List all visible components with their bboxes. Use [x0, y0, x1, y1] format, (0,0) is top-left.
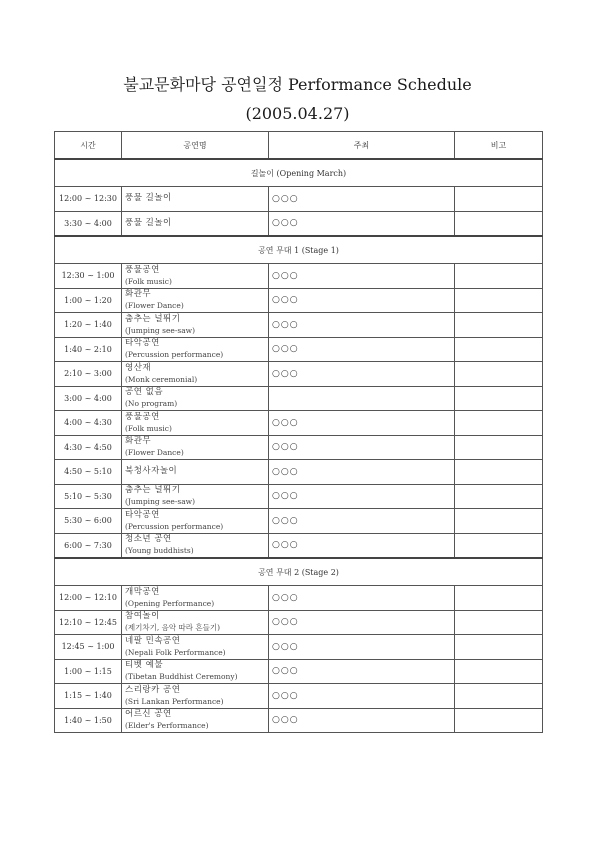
- program-cell: [122, 586, 269, 611]
- schedule-table: [54, 131, 543, 733]
- program-name-en: (Percussion performance): [125, 350, 224, 360]
- program-cell: [122, 362, 269, 387]
- program-name-ko: 네팔 민속공연: [125, 635, 181, 646]
- organizer-cell: ○○○: [269, 533, 455, 558]
- program-name-en: (Folk music): [125, 423, 172, 433]
- time-cell: 4:00 ~ 4:30: [55, 411, 122, 436]
- table-row: [55, 386, 543, 411]
- program-name-ko: 영산재: [125, 362, 152, 373]
- table-row: [55, 610, 543, 635]
- time-cell: 12:10 ~ 12:45: [55, 610, 122, 635]
- time-cell: 1:00 ~ 1:15: [55, 659, 122, 684]
- table-row: [55, 288, 543, 313]
- time-cell: 12:00 ~ 12:10: [55, 586, 122, 611]
- time-cell: 1:00 ~ 1:20: [55, 288, 122, 313]
- program-name-ko: 화관무: [125, 436, 152, 447]
- page-title: 불교문화마당 공연일정 Performance Schedule: [123, 75, 472, 94]
- table-row: [55, 533, 543, 558]
- schedule-body: [55, 159, 543, 733]
- time-cell: 1:40 ~ 1:50: [55, 708, 122, 733]
- program-name-en: (Tibetan Buddhist Ceremony): [125, 672, 238, 682]
- table-row: [55, 337, 543, 362]
- table-header-row: [55, 132, 543, 160]
- program-name-ko: 북청사자놀이: [125, 466, 178, 477]
- note-cell: [455, 708, 543, 733]
- time-cell: 5:10 ~ 5:30: [55, 484, 122, 509]
- time-cell: 3:30 ~ 4:00: [55, 211, 122, 236]
- organizer-cell: ○○○: [269, 187, 455, 212]
- program-name-en: (Folk music): [125, 276, 172, 286]
- time-cell: 6:00 ~ 7:30: [55, 533, 122, 558]
- program-cell: [122, 659, 269, 684]
- table-row: [55, 187, 543, 212]
- table-row: [55, 362, 543, 387]
- program-name-ko: 스리랑카 공연: [125, 684, 181, 695]
- program-cell: [122, 635, 269, 660]
- organizer-cell: ○○○: [269, 610, 455, 635]
- table-row: [55, 708, 543, 733]
- table-row: [55, 411, 543, 436]
- program-name-ko: 화관무: [125, 289, 152, 300]
- organizer-cell: ○○○: [269, 411, 455, 436]
- program-cell: [122, 337, 269, 362]
- note-cell: [455, 313, 543, 338]
- time-cell: 1:20 ~ 1:40: [55, 313, 122, 338]
- time-cell: 3:00 ~ 4:00: [55, 386, 122, 411]
- program-name-ko: 공연 없음: [125, 387, 164, 398]
- program-cell: [122, 509, 269, 534]
- time-cell: 1:15 ~ 1:40: [55, 684, 122, 709]
- organizer-cell: ○○○: [269, 460, 455, 485]
- note-cell: [455, 484, 543, 509]
- table-row: [55, 460, 543, 485]
- time-cell: 12:30 ~ 1:00: [55, 264, 122, 289]
- time-cell: 1:40 ~ 2:10: [55, 337, 122, 362]
- note-cell: [455, 337, 543, 362]
- program-name-ko: 참여놀이: [125, 611, 160, 622]
- organizer-cell: [269, 386, 455, 411]
- note-cell: [455, 610, 543, 635]
- program-cell: [122, 211, 269, 236]
- note-cell: [455, 533, 543, 558]
- organizer-cell: ○○○: [269, 509, 455, 534]
- organizer-cell: ○○○: [269, 264, 455, 289]
- header-time: 시간: [55, 132, 122, 160]
- schedule-date: (2005.04.27): [245, 104, 350, 123]
- program-cell: [122, 708, 269, 733]
- time-cell: 2:10 ~ 3:00: [55, 362, 122, 387]
- organizer-cell: ○○○: [269, 586, 455, 611]
- program-cell: [122, 460, 269, 485]
- program-name-ko: 어르신 공연: [125, 709, 172, 720]
- table-row: [55, 484, 543, 509]
- header-program: 공연명: [122, 132, 269, 160]
- organizer-cell: ○○○: [269, 684, 455, 709]
- program-name-ko: 춤추는 널뛰기: [125, 485, 181, 496]
- program-name-en: (Jumping see-saw): [125, 497, 196, 507]
- time-cell: 12:45 ~ 1:00: [55, 635, 122, 660]
- program-name-ko: 청소년 공연: [125, 534, 172, 545]
- note-cell: [455, 264, 543, 289]
- organizer-cell: ○○○: [269, 211, 455, 236]
- program-name-ko: 풍물공연: [125, 264, 160, 275]
- header-note: 비고: [455, 132, 543, 160]
- program-cell: [122, 264, 269, 289]
- table-row: [55, 264, 543, 289]
- program-cell: [122, 533, 269, 558]
- table-row: [55, 659, 543, 684]
- program-cell: [122, 313, 269, 338]
- organizer-cell: ○○○: [269, 337, 455, 362]
- program-name-en: (Percussion performance): [125, 521, 224, 531]
- program-cell: [122, 386, 269, 411]
- note-cell: [455, 635, 543, 660]
- note-cell: [455, 362, 543, 387]
- organizer-cell: ○○○: [269, 708, 455, 733]
- program-name-en: (Young buddhists): [125, 546, 194, 556]
- program-name-ko: 타악공연: [125, 338, 160, 349]
- note-cell: [455, 509, 543, 534]
- program-name-ko: 개막공연: [125, 586, 160, 597]
- note-cell: [455, 684, 543, 709]
- program-cell: [122, 484, 269, 509]
- note-cell: [455, 211, 543, 236]
- program-name-ko: 풍물 길놀이: [125, 193, 172, 204]
- program-name-en: (Monk ceremonial): [125, 374, 198, 384]
- table-row: [55, 211, 543, 236]
- organizer-cell: ○○○: [269, 362, 455, 387]
- note-cell: [455, 435, 543, 460]
- note-cell: [455, 187, 543, 212]
- program-name-en: (Nepali Folk Performance): [125, 647, 226, 657]
- program-cell: [122, 610, 269, 635]
- time-cell: 5:30 ~ 6:00: [55, 509, 122, 534]
- section-title: 공연 무대 1 (Stage 1): [55, 236, 543, 264]
- note-cell: [455, 411, 543, 436]
- organizer-cell: ○○○: [269, 635, 455, 660]
- table-row: [55, 635, 543, 660]
- table-row: [55, 313, 543, 338]
- program-name-en: (Flower Dance): [125, 448, 184, 458]
- program-name-ko: 풍물공연: [125, 411, 160, 422]
- section-title: 길놀이 (Opening March): [55, 159, 543, 187]
- organizer-cell: ○○○: [269, 435, 455, 460]
- program-name-en: (제기차기, 음악 따라 흔들기): [125, 623, 221, 633]
- note-cell: [455, 386, 543, 411]
- program-cell: [122, 288, 269, 313]
- table-row: [55, 435, 543, 460]
- program-name-en: (Sri Lankan Performance): [125, 696, 224, 706]
- section-title: 공연 무대 2 (Stage 2): [55, 558, 543, 586]
- time-cell: 12:00 ~ 12:30: [55, 187, 122, 212]
- time-cell: 4:50 ~ 5:10: [55, 460, 122, 485]
- section-row: [55, 236, 543, 264]
- program-name-ko: 타악공연: [125, 509, 160, 520]
- program-name-en: (Flower Dance): [125, 301, 184, 311]
- program-name-en: (Jumping see-saw): [125, 325, 196, 335]
- note-cell: [455, 460, 543, 485]
- note-cell: [455, 288, 543, 313]
- program-name-en: (No program): [125, 399, 178, 409]
- program-cell: [122, 411, 269, 436]
- program-cell: [122, 684, 269, 709]
- section-row: [55, 558, 543, 586]
- organizer-cell: ○○○: [269, 313, 455, 338]
- program-cell: [122, 435, 269, 460]
- program-cell: [122, 187, 269, 212]
- program-name-ko: 티벳 예불: [125, 660, 164, 671]
- note-cell: [455, 586, 543, 611]
- section-row: [55, 159, 543, 187]
- time-cell: 4:30 ~ 4:50: [55, 435, 122, 460]
- header-organizer: 주최: [269, 132, 455, 160]
- program-name-en: (Elder's Performance): [125, 721, 209, 731]
- organizer-cell: ○○○: [269, 659, 455, 684]
- table-row: [55, 684, 543, 709]
- program-name-ko: 춤추는 널뛰기: [125, 313, 181, 324]
- organizer-cell: ○○○: [269, 288, 455, 313]
- program-name-ko: 풍물 길놀이: [125, 217, 172, 228]
- organizer-cell: ○○○: [269, 484, 455, 509]
- note-cell: [455, 659, 543, 684]
- table-row: [55, 586, 543, 611]
- table-row: [55, 509, 543, 534]
- program-name-en: (Opening Performance): [125, 598, 215, 608]
